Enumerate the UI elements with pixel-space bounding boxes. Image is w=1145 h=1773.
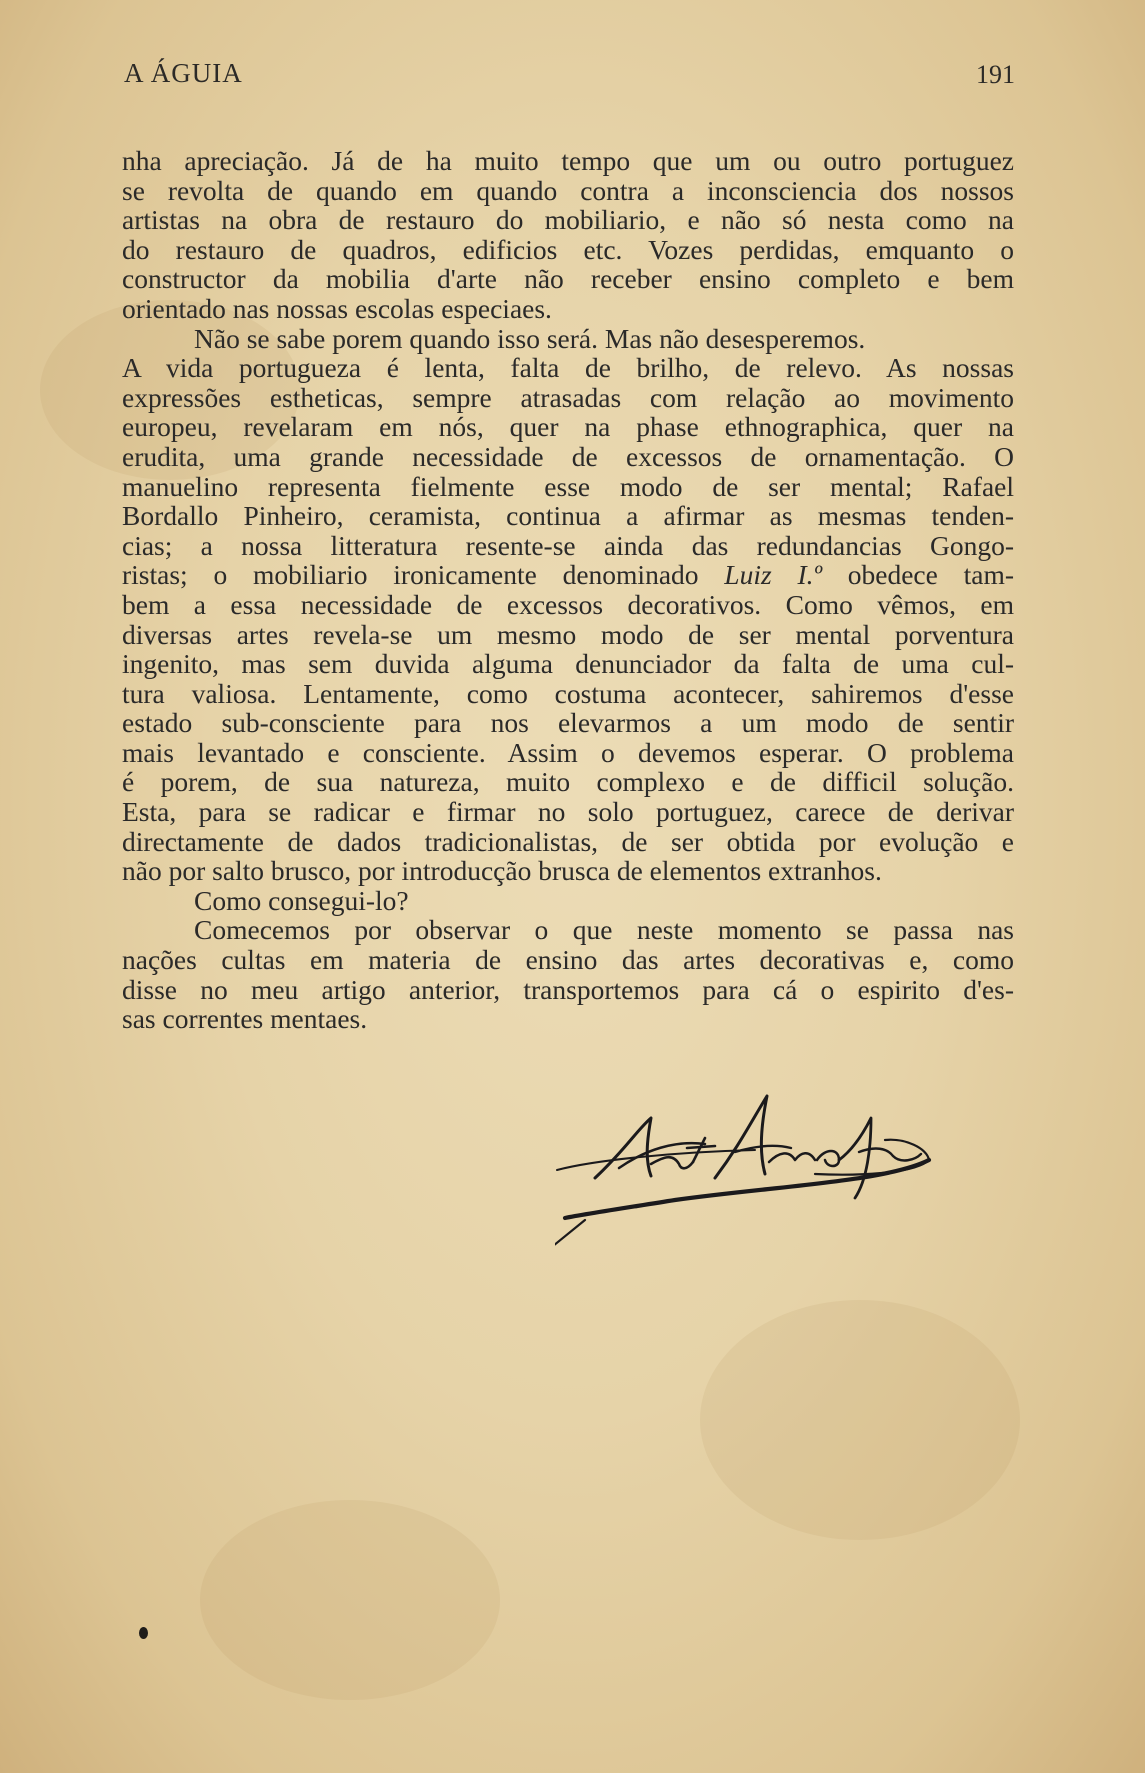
text-line: erudita, uma grande necessidade de excessos de ornamentação. O: [122, 440, 1014, 472]
text-line: é porem, de sua natureza, muito complexo e de difficil solução.: [122, 766, 1014, 798]
text-line: cias; a nossa litteratura resente-se ainda das redundancias Gongo-: [122, 529, 1014, 561]
page-number: 191: [976, 60, 1015, 89]
paper-stain: [200, 1500, 500, 1700]
ink-blot: [139, 1627, 148, 1639]
text-line: Esta, para se radicar e firmar no solo portuguez, carece de derivar: [122, 796, 1014, 828]
text-line: não por salto brusco, por introducção brusca de elementos extranhos.: [122, 855, 882, 887]
text-line: Comecemos por observar o que neste momento se passa nas: [194, 914, 1014, 946]
text-line: artistas na obra de restauro do mobiliario, e não só nesta como na: [122, 204, 1014, 236]
text-line: europeu, revelaram em nós, quer na phase ethnographica, quer na: [122, 411, 1014, 443]
signature-image: [555, 1090, 985, 1270]
text-line: manuelino representa fielmente esse modo de ser mental; Rafael: [122, 470, 1014, 502]
paragraph: [122, 324, 1014, 354]
text-line: nha apreciação. Já de ha muito tempo que um ou outro portuguez: [122, 145, 1014, 176]
text-line: expressões estheticas, sempre atrasadas com relação ao movimento: [122, 381, 1014, 413]
text-line: bem a essa necessidade de excessos decorativos. Como vêmos, em: [122, 588, 1014, 620]
article-body: [122, 146, 1014, 1034]
text-line: sas correntes mentaes.: [122, 1003, 368, 1035]
text-line: constructor da mobilia d'arte não receber ensino completo e bem: [122, 263, 1014, 295]
text-line: Bordallo Pinheiro, ceramista, continua a afirmar as mesmas tenden-: [122, 500, 1014, 532]
text-line: Como consegui-lo?: [194, 884, 409, 916]
text-line: mais levantado e consciente. Assim o devemos esperar. O problema: [122, 736, 1014, 768]
text-line: Não se sabe porem quando isso será. Mas não desesperemos.: [194, 322, 866, 354]
running-title: A ÁGUIA: [124, 58, 243, 88]
text-line: disse no meu artigo anterior, transportemos para cá o espirito d'es-: [122, 973, 1014, 1005]
text-line: ristas; o mobiliario ironicamente denominado Luiz I.º obedece tam-: [122, 559, 1015, 591]
text-line: directamente de dados tradicionalistas, de ser obtida por evolução e: [122, 825, 1014, 857]
text-line: nações cultas em materia de ensino das artes decorativas e, como: [122, 944, 1014, 976]
page-header: [124, 58, 1015, 98]
text-line: A vida portugueza é lenta, falta de brilho, de relevo. As nossas: [122, 352, 1014, 384]
paragraph: [122, 353, 1014, 886]
text-line: estado sub-consciente para nos elevarmos a um modo de sentir: [122, 707, 1014, 739]
text-line: diversas artes revela-se um mesmo modo de ser mental porventura: [122, 618, 1014, 650]
paragraph: [122, 915, 1014, 1033]
text-line: do restauro de quadros, edificios etc. Vozes perdidas, emquanto o: [122, 233, 1014, 265]
text-line: tura valiosa. Lentamente, como costuma acontecer, sahiremos d'esse: [122, 677, 1014, 709]
text-line: se revolta de quando em quando contra a inconsciencia dos nossos: [122, 174, 1014, 206]
italic-phrase: Luiz I.º: [724, 559, 823, 591]
paper-stain: [700, 1300, 1020, 1540]
text-line: ingenito, mas sem duvida alguma denunciador da falta de uma cul-: [122, 648, 1014, 680]
text-line: orientado nas nossas escolas especiaes.: [122, 292, 552, 324]
paragraph: [122, 146, 1014, 324]
paragraph: [122, 886, 1014, 916]
